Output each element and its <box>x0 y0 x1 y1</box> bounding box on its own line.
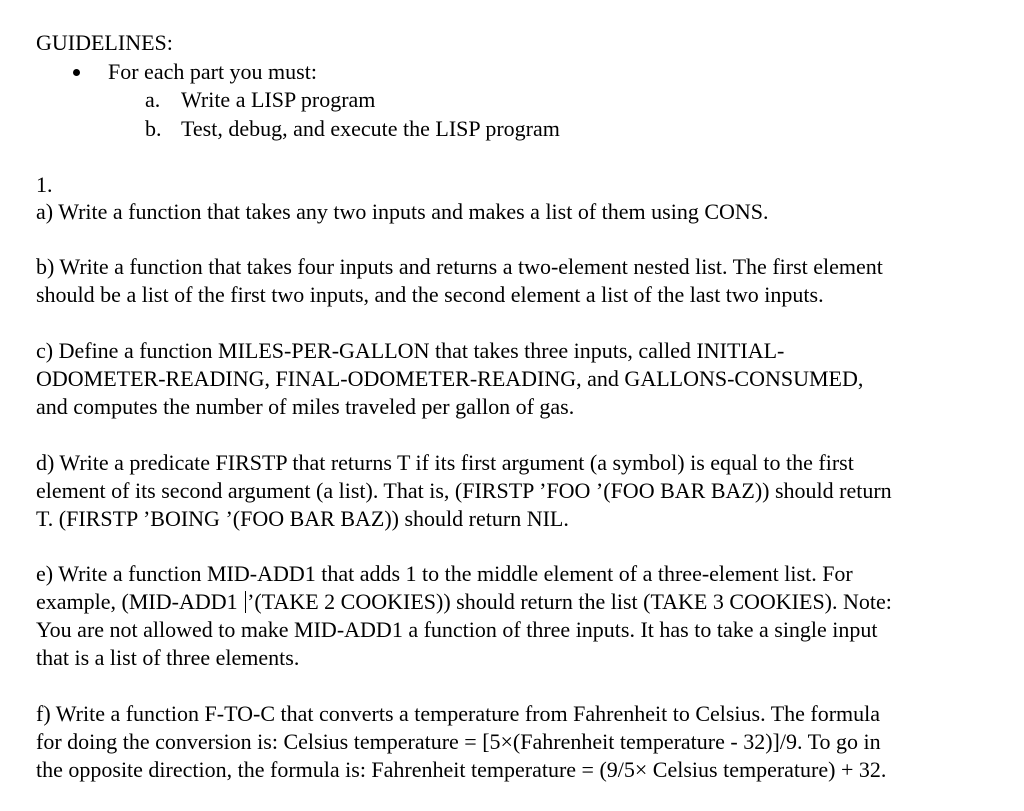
guidelines-bullet-text: For each part you must: <box>108 59 317 84</box>
part-b-line: b) Write a function that takes four inputs and returns a two-element nested list. The first element <box>36 254 883 279</box>
part-d-line: d) Write a predicate FIRSTP that returns T if its first argument (a symbol) is equal to the first <box>36 450 854 475</box>
part-c-line: ODOMETER-READING, FINAL-ODOMETER-READING, and GALLONS-CONSUMED, <box>36 366 864 391</box>
part-f-line: f) Write a function F-TO-C that converts a temperature from Fahrenheit to Celsius. The formula <box>36 701 881 726</box>
part-e-line2-end: ’(TAKE 2 COOKIES)) should return the list (TAKE 3 COOKIES). Note: <box>247 589 892 614</box>
part-b-line: should be a list of the first two inputs, and the second element a list of the last two inputs. <box>36 282 824 307</box>
step-b-text: Test, debug, and execute the LISP program <box>181 116 560 141</box>
step-a-marker: a. <box>145 87 161 112</box>
part-a-line: a) Write a function that takes any two inputs and makes a list of them using CONS. <box>36 199 769 224</box>
part-e-line <box>36 588 892 616</box>
part-f-line: the opposite direction, the formula is: Fahrenheit temperature = (9/5× Celsius temperature) + 32. <box>36 757 887 782</box>
step-b-marker: b. <box>145 116 162 141</box>
part-e-line2-start: example, (MID-ADD1 <box>36 589 244 614</box>
text-cursor-icon <box>245 591 246 613</box>
guidelines-heading: GUIDELINES: <box>36 30 173 55</box>
bullet-icon <box>73 69 80 76</box>
part-e-line: that is a list of three elements. <box>36 645 300 670</box>
part-e-line: You are not allowed to make MID-ADD1 a function of three inputs. It has to take a single input <box>36 617 878 642</box>
part-d-line: T. (FIRSTP ’BOING ’(FOO BAR BAZ)) should return NIL. <box>36 506 569 531</box>
part-f-line: for doing the conversion is: Celsius temperature = [5×(Fahrenheit temperature - 32)]/9. To go in <box>36 729 881 754</box>
part-e-line: e) Write a function MID-ADD1 that adds 1 to the middle element of a three-element list. For <box>36 561 853 586</box>
step-a-text: Write a LISP program <box>181 87 376 112</box>
problem-number: 1. <box>36 172 53 197</box>
part-c-line: and computes the number of miles traveled per gallon of gas. <box>36 394 575 419</box>
part-c-line: c) Define a function MILES-PER-GALLON that takes three inputs, called INITIAL- <box>36 338 785 363</box>
part-d-line: element of its second argument (a list). That is, (FIRSTP ’FOO ’(FOO BAR BAZ)) should return <box>36 478 892 503</box>
